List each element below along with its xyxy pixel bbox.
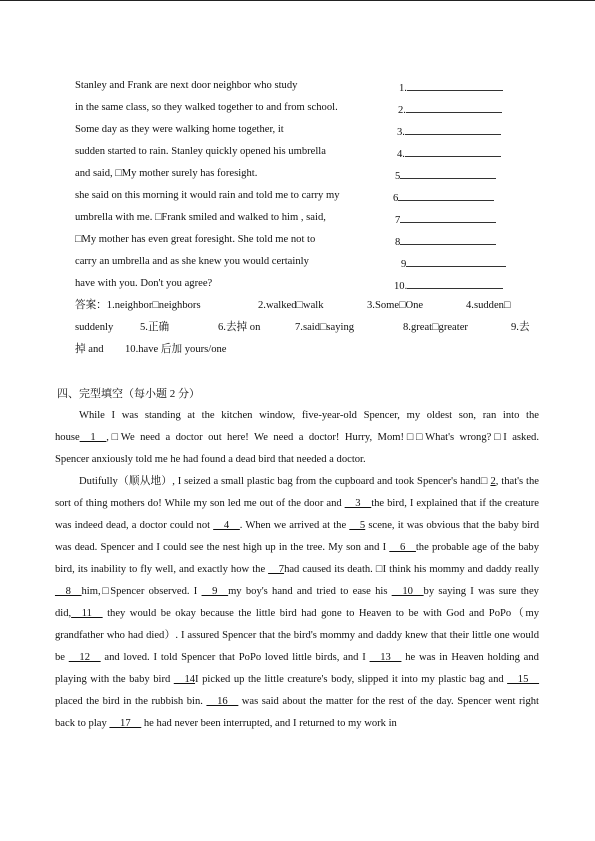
passage-line-8: □My mother has even great foresight. She told me not to xyxy=(75,234,316,245)
cloze-text: they would be okay because the little bird had gone to Heaven to be with God and PoPo（my grandfather who had died）. I assured Spencer that the bird's mommy and daddy knew that their little one would be xyxy=(55,608,539,663)
cloze-blank-15[interactable]: __15__ xyxy=(507,674,539,685)
answer-blank-5[interactable] xyxy=(395,167,496,184)
cloze-blank-5[interactable]: __5 xyxy=(349,520,366,531)
answer-blank-1[interactable] xyxy=(399,79,503,96)
cloze-blank-11[interactable]: __11__ xyxy=(71,608,103,619)
cloze-text: ,□We need a doctor out here! We need a doctor! Hurry, Mom!□□What's wrong?□I asked. xyxy=(106,432,539,443)
cloze-blank-1[interactable]: __1__ xyxy=(79,432,107,443)
cloze-blank-17[interactable]: __17__ xyxy=(109,718,142,729)
cloze-passage xyxy=(55,405,539,735)
answer-key-1: 答案：1.neighbor□neighbors xyxy=(75,300,201,311)
answer-number: 8 xyxy=(395,237,401,248)
answer-key-4: 4.sudden□ xyxy=(466,300,511,311)
answer-key-2: 2.walked□walk xyxy=(258,300,324,311)
cloze-text: I picked up the little creature's body, slipped it into my plastic bag and xyxy=(195,674,504,685)
section-title: 四、完型填空（每小题 2 分） xyxy=(57,388,200,400)
answer-number: 9 xyxy=(401,259,407,270)
cloze-text: the bird, I explained that if the creature was indeed dead, a doctor could not xyxy=(55,498,539,531)
cloze-text: the probable age of the baby bird, its inability to fly well, and exactly how the xyxy=(55,542,539,575)
answer-key-3: 3.Some□One xyxy=(367,300,424,311)
answer-blank-9[interactable] xyxy=(401,255,506,272)
answer-key-9-cont: 掉 and xyxy=(75,344,104,355)
cloze-text: he was in Heaven holding and playing with the baby bird xyxy=(55,652,539,685)
answer-key-5: 5.正确 xyxy=(140,322,170,333)
cloze-text: Spencer anxiously told me he had found a dead bird that needed a doctor. xyxy=(55,454,366,465)
answer-number: 1. xyxy=(399,83,407,94)
answer-number: 5 xyxy=(395,171,401,182)
answer-number: 7 xyxy=(395,215,401,226)
cloze-text: . When we arrived at the xyxy=(239,520,347,531)
cloze-blank-8[interactable]: __8__ xyxy=(55,586,82,597)
cloze-text: was said about the matter for the rest of the day. Spencer went right back to play xyxy=(55,696,539,729)
cloze-text: , that's the sort of thing mothers do! While my son led me out of the door and xyxy=(55,476,539,509)
cloze-blank-16[interactable]: __16__ xyxy=(206,696,239,707)
cloze-blank-10[interactable]: __10__ xyxy=(391,586,424,597)
cloze-paragraph-2 xyxy=(55,471,539,735)
cloze-blank-13[interactable]: __13__ xyxy=(369,652,402,663)
cloze-text: While I was standing at the kitchen window, five-year-old Spencer, my oldest son, ran into the xyxy=(79,410,539,421)
page-top-border xyxy=(0,0,595,1)
passage-line-2: in the same class, so they walked together to and from school. xyxy=(75,102,338,113)
answer-blank-7[interactable] xyxy=(395,211,496,228)
cloze-text: he had never been interrupted, and I returned to my work in xyxy=(143,718,397,729)
cloze-text: him,□Spencer observed. I xyxy=(81,586,198,597)
answer-blank-6[interactable] xyxy=(393,189,494,206)
cloze-text: Dutifully（顺从地）, I seized a small plastic bag from the cupboard and took Spencer's hand□ xyxy=(79,476,488,487)
passage-line-7: umbrella with me. □Frank smiled and walked to him , said, xyxy=(75,212,326,223)
answer-blank-10[interactable] xyxy=(394,277,503,294)
cloze-text: and loved. I told Spencer that PoPo loved little birds, and I xyxy=(104,652,366,663)
cloze-paragraph-1 xyxy=(55,405,539,449)
passage-line-3: Some day as they were walking home together, it xyxy=(75,124,284,135)
cloze-paragraph-1-end xyxy=(55,449,539,471)
answer-blank-3[interactable] xyxy=(397,123,501,140)
cloze-blank-6[interactable]: __6__ xyxy=(389,542,416,553)
answer-number: 6 xyxy=(393,193,399,204)
answer-blank-8[interactable] xyxy=(395,233,496,250)
answer-key-9: 9.去 xyxy=(511,322,530,333)
answer-blank-2[interactable] xyxy=(398,101,502,118)
cloze-text: my boy's hand and tried to ease his xyxy=(228,586,388,597)
answer-number: 3. xyxy=(397,127,405,138)
cloze-blank-3[interactable]: __3__ xyxy=(344,498,372,509)
passage-line-4: sudden started to rain. Stanley quickly opened his umbrella xyxy=(75,146,326,157)
passage-line-9: carry an umbrella and as she knew you would certainly xyxy=(75,256,309,267)
passage-line-6: she said on this morning it would rain and told me to carry my xyxy=(75,190,340,201)
answer-key-10: 10.have 后加 yours/one xyxy=(125,344,227,355)
passage-line-5: and said, □My mother surely has foresight. xyxy=(75,168,258,179)
cloze-blank-12[interactable]: __12__ xyxy=(68,652,101,663)
cloze-blank-4[interactable]: __4__ xyxy=(213,520,240,531)
passage-line-10: have with you. Don't you agree? xyxy=(75,278,213,289)
cloze-blank-2[interactable]: 2 xyxy=(490,476,496,487)
cloze-text: scene, it was obvious that the baby bird was dead. Spencer and I could see the nest high up in the tree. My son and I xyxy=(55,520,539,553)
cloze-text: house xyxy=(55,432,80,443)
answer-key-4-cont: suddenly xyxy=(75,322,114,333)
answer-number: 2. xyxy=(398,105,406,116)
cloze-text: by saying I was sure they did, xyxy=(55,586,539,619)
cloze-blank-14[interactable]: __14 xyxy=(173,674,196,685)
passage-line-1: Stanley and Frank are next door neighbor who study xyxy=(75,80,298,91)
answer-key-8: 8.great□greater xyxy=(403,322,468,333)
cloze-blank-9[interactable]: __9__ xyxy=(201,586,229,597)
answer-key-7: 7.said□saying xyxy=(295,322,355,333)
answer-key-6: 6.去掉 on xyxy=(218,322,261,333)
answer-number: 10. xyxy=(394,281,408,292)
cloze-text: had caused its death. □I think his mommy and daddy really xyxy=(284,564,539,575)
cloze-text: placed the bird in the rubbish bin. xyxy=(55,696,203,707)
cloze-blank-7[interactable]: __7 xyxy=(268,564,285,575)
answer-number: 4. xyxy=(397,149,405,160)
answer-blank-4[interactable] xyxy=(397,145,501,162)
